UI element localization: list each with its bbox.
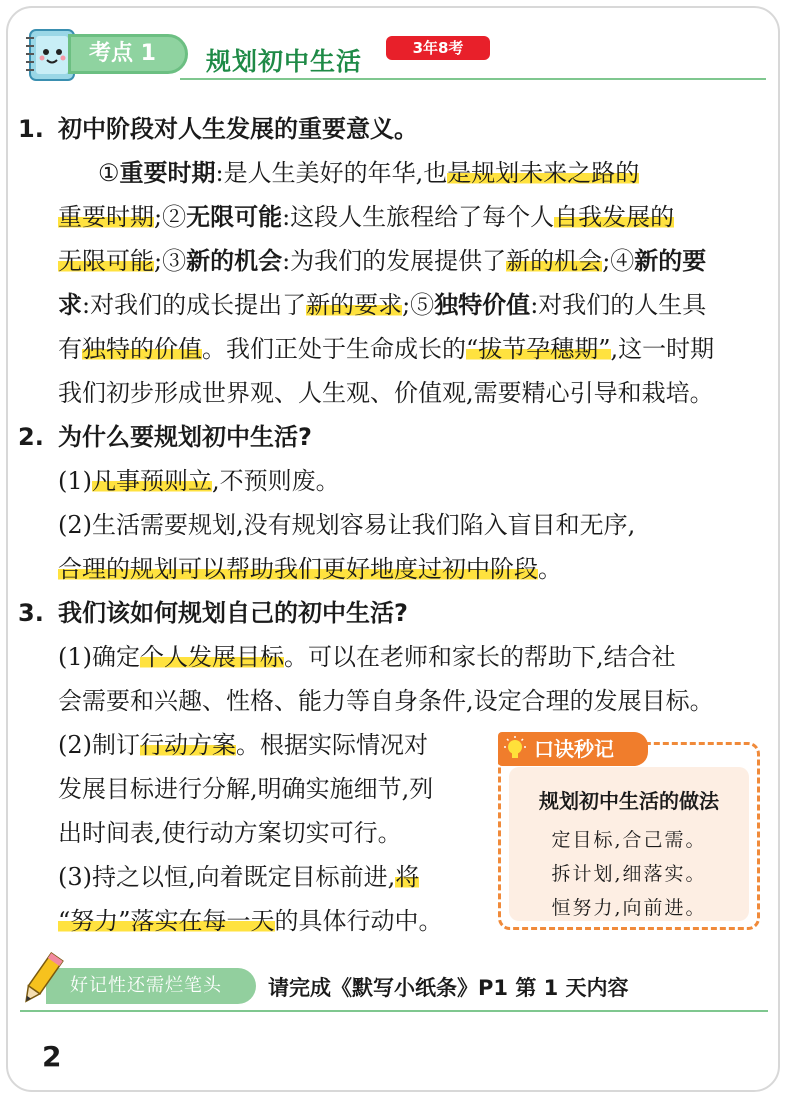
answer-line: (1)凡事预则立,不预则废。 xyxy=(58,467,340,495)
answer-line: “努力”落实在每一天的具体行动中。 xyxy=(58,907,443,935)
answer-line: (1)确定个人发展目标。可以在老师和家长的帮助下,结合社 xyxy=(58,643,676,671)
highlight: 个人发展目标 xyxy=(140,643,284,671)
highlight: 凡事预则立 xyxy=(92,467,212,495)
footer-divider xyxy=(20,1010,768,1012)
answer-line: (2)生活需要规划,没有规划容易让我们陷入盲目和无序, xyxy=(58,511,636,539)
highlight: 新的要求 xyxy=(306,291,403,319)
answer-line: ①重要时期:是人生美好的年华,也是规划未来之路的 xyxy=(98,159,640,187)
question-1-title: 1. 初中阶段对人生发展的重要意义。 xyxy=(18,115,418,143)
highlight: 自我发展的 xyxy=(554,203,675,231)
pencil-icon xyxy=(18,950,64,1010)
mnemonic-title: 规划初中生活的做法 xyxy=(539,789,719,813)
highlight: 行动方案 xyxy=(140,731,236,759)
lightbulb-icon xyxy=(502,736,528,762)
highlight: 将 xyxy=(395,863,420,891)
highlight: 独特的价值 xyxy=(82,335,202,363)
answer-line: 有独特的价值。我们正处于生命成长的“拔节孕穗期”,这一时期 xyxy=(58,335,715,363)
answer-line: 出时间表,使行动方案切实可行。 xyxy=(58,819,402,847)
answer-line: (3)持之以恒,向着既定目标前进,将 xyxy=(58,863,420,891)
highlight: 是规划未来之路的 xyxy=(447,159,640,187)
highlight: 合理的规划可以帮助我们更好地度过初中阶段 xyxy=(58,555,538,583)
answer-line: 发展目标进行分解,明确实施细节,列 xyxy=(58,775,434,803)
answer-line: 我们初步形成世界观、人生观、价值观,需要精心引导和栽培。 xyxy=(58,379,714,407)
header-divider xyxy=(180,78,766,80)
footer-instruction: 请完成《默写小纸条》P1 第 1 天内容 xyxy=(268,976,629,1000)
mnemonic-line: 恒努力,向前进。 xyxy=(551,897,707,919)
question-2-title: 2. 为什么要规划初中生活? xyxy=(18,423,312,451)
answer-line: 无限可能;③新的机会:为我们的发展提供了新的机会;④新的要 xyxy=(58,247,707,275)
mnemonic-tab: 口诀秒记 xyxy=(498,732,648,766)
highlight: “拔节孕穗期” xyxy=(466,335,611,363)
section-tag: 考点 1 xyxy=(68,34,188,74)
page-number: 2 xyxy=(42,1040,62,1073)
highlight: 无限可能 xyxy=(58,247,154,275)
question-3-title: 3. 我们该如何规划自己的初中生活? xyxy=(18,599,408,627)
answer-line: 会需要和兴趣、性格、能力等自身条件,设定合理的发展目标。 xyxy=(58,687,714,715)
section-title: 规划初中生活 xyxy=(206,47,363,76)
answer-line: 求:对我们的成长提出了新的要求;⑤独特价值:对我们的人生具 xyxy=(58,291,707,319)
mnemonic-line: 定目标,合己需。 xyxy=(551,829,707,851)
highlight: 重要时期 xyxy=(58,203,154,231)
exam-frequency-badge: 3年8考 xyxy=(386,36,490,60)
mnemonic-box xyxy=(498,742,760,930)
mnemonic-content xyxy=(509,767,749,921)
mnemonic-line: 拆计划,细落实。 xyxy=(551,863,707,885)
footer-tag: 好记性还需烂笔头 xyxy=(46,968,256,1004)
answer-line: 合理的规划可以帮助我们更好地度过初中阶段。 xyxy=(58,555,562,583)
highlight: 新的机会 xyxy=(506,247,603,275)
highlight: “努力”落实在每一天 xyxy=(58,907,275,935)
answer-line: 重要时期;②无限可能:这段人生旅程给了每个人自我发展的 xyxy=(58,203,675,231)
answer-line: (2)制订行动方案。根据实际情况对 xyxy=(58,731,428,759)
